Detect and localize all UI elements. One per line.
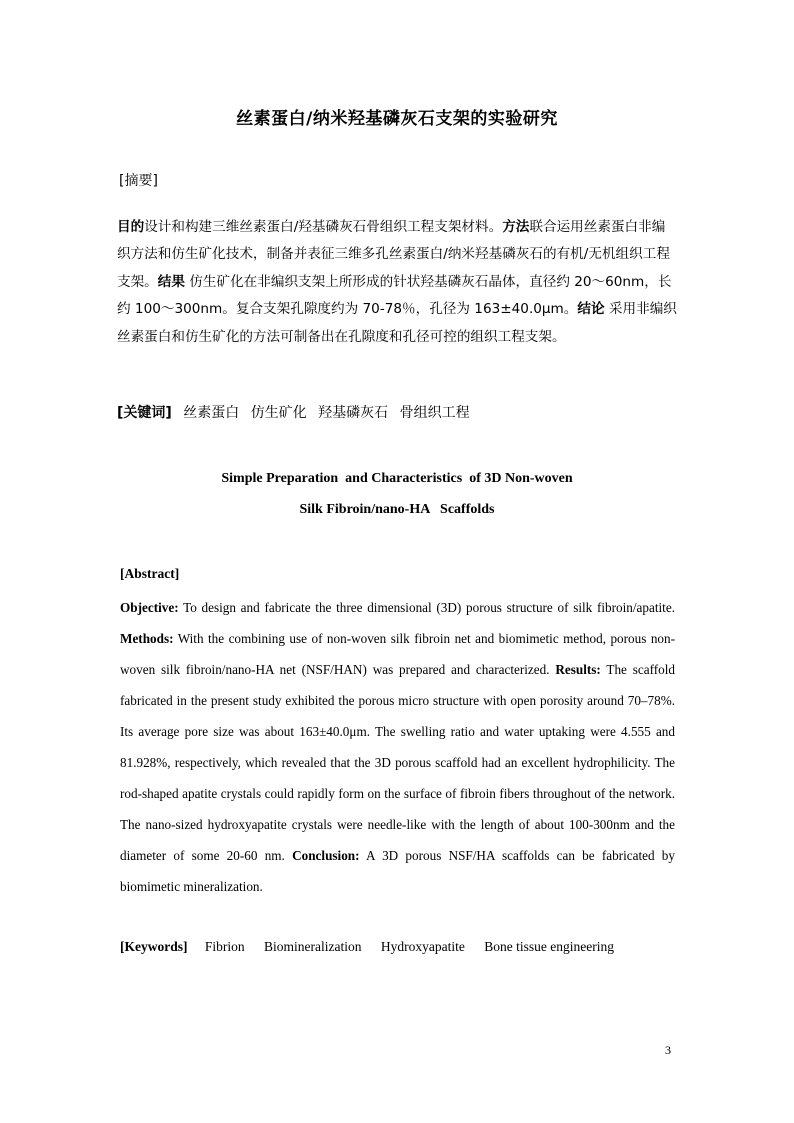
conclusion-label-en: Conclusion: — [292, 848, 360, 863]
objective-text-en: To design and fabricate the three dimensional (3D) porous structure of silk fibroin/apatite. — [178, 600, 675, 615]
method-text-cn: 联合运用丝素蛋白非编织方法和仿生矿化技术，制备并表征三维多孔丝素蛋白/纳米羟基磷灰石的有机/无机组织工程支架。 — [117, 219, 670, 290]
keyword-cn: 丝素蛋白 — [183, 405, 240, 421]
conclusion-text-cn: 采用非编织丝素蛋白和仿生矿化的方法可制备出在孔隙度和孔径可控的组织工程支架。 — [117, 301, 677, 345]
chinese-keywords — [117, 402, 470, 422]
keyword-en: Biomineralization — [264, 939, 362, 954]
objective-label-en: Objective: — [120, 600, 179, 615]
keyword-cn: 羟基磷灰石 — [318, 405, 389, 421]
chinese-abstract-body — [117, 214, 677, 351]
method-label-cn: 方法 — [502, 219, 530, 235]
keywords-label-cn: [关键词] — [117, 405, 172, 421]
keyword-en: Fibrion — [204, 939, 245, 954]
english-abstract-label: [Abstract] — [120, 566, 180, 581]
results-label-cn: 结果 — [157, 273, 185, 290]
english-title-line-1: Simple Preparation and Characteristics of 3D Non-woven — [221, 471, 573, 486]
results-text-cn: 仿生矿化在非编织支架上所形成的针状羟基磷灰石晶体，直径约 20～60nm，长约 100～300nm。复合支架孔隙度约为 70-78％，孔径为 163±40.0μm。 — [117, 273, 672, 318]
conclusion-label-cn: 结论 — [577, 301, 605, 318]
keyword-cn: 仿生矿化 — [250, 405, 307, 421]
conclusion-text-en: A 3D porous NSF/HA scaffolds can be fabricated by biomimetic mineralization. — [120, 848, 675, 894]
objective-label-cn: 目的 — [117, 219, 145, 235]
keyword-en: Hydroxyapatite — [380, 939, 465, 954]
objective-text-cn: 设计和构建三维丝素蛋白/羟基磷灰石骨组织工程支架材料。 — [144, 219, 503, 235]
page-number: 3 — [665, 1043, 671, 1057]
results-text-en: The scaffold fabricated in the present study exhibited the porous micro structure with open porosity around 70–78%. Its average pore size was about 163±40.0μm. The swelling ratio and water uptaking were 4.555 and 81.928%, respectively, which revealed that the 3D porous scaffold had an excellent hydrophilicity. The rod-shaped apatite crystals could rapidly form on the surface of fibroin fibers throughout of the network. The nano-sized hydroxyapatite crystals were needle-like with the length of about 100-300nm and the diameter of some 20-60 nm. — [120, 662, 675, 863]
keywords-label-en: [Keywords] — [120, 939, 188, 954]
methods-label-en: Methods: — [120, 631, 174, 646]
english-title-line-2: Silk Fibroin/nano-HA Scaffolds — [299, 502, 495, 517]
chinese-title: 丝素蛋白/纳米羟基磷灰石支架的实验研究 — [236, 109, 558, 129]
keyword-en: Bone tissue engineering — [484, 939, 614, 954]
methods-text-en: With the combining use of non-woven silk fibroin net and biomimetic method, porous non-woven silk fibroin/nano-HA net (NSF/HAN) was prepared and characterized. — [120, 631, 675, 677]
english-abstract-body — [120, 592, 675, 902]
chinese-abstract-label: [摘要] — [119, 173, 158, 189]
results-label-en: Results: — [555, 662, 601, 677]
keyword-cn: 骨组织工程 — [399, 405, 470, 421]
english-keywords — [120, 939, 630, 955]
